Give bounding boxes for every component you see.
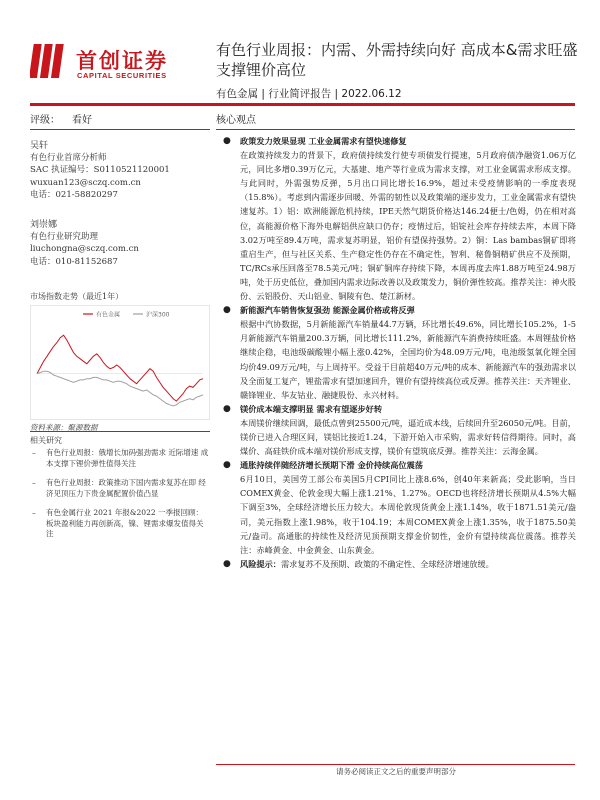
related-item[interactable] (30, 448, 210, 469)
related-item-text: 有色金属行业 2021 年报&2022 一季报回顾：板块盈利能力再创新高，镍、锂需求爆发值得关注 (46, 508, 204, 538)
section-energy-metals (216, 303, 576, 402)
bullet-icon: – (32, 478, 36, 487)
left-divider (30, 129, 210, 130)
analyst-phone: 电话：021-58820297 (30, 189, 118, 200)
analyst-sac: SAC 执证编号：S0110521120001 (30, 165, 170, 176)
rating-label: 评级： (30, 115, 60, 126)
series-line-csi300 (37, 371, 203, 406)
analyst-1 (30, 140, 210, 201)
analyst-name: 吴轩 (30, 141, 49, 151)
related-item-text: 有色行业周报：政策推动下国内需求复苏在即 经济见顶压力下贵金属配置价值凸显 (46, 478, 206, 498)
bullet-icon: ● (223, 460, 231, 471)
analyst-email[interactable]: liuchongna@sczq.com.cn (30, 244, 139, 255)
report-title: 有色行业周报：内需、外需持续向好 高成本&需求旺盛支撑锂价高位 (216, 41, 578, 79)
section-industrial-metals (216, 134, 576, 303)
section-text: 本周镁价继续回调，最低点曾到25500元/吨，逼近成本线，后续回升至26050元/吨。目前，镁价已进入合理区间，镁铝比接近1.24，下游开始入市采购，需求好转信得期待。同时，高煤价、高硅铁价成本端对镁价形成支撑，镁价有望筑底反弹。推荐关注：云海金属。 (240, 417, 576, 457)
related-item[interactable] (30, 478, 210, 499)
report-subtitle: 有色金属 | 行业简评报告 | 2022.06.12 (216, 88, 402, 100)
analyst-name: 刘崇娜 (30, 220, 58, 230)
company-logo (30, 42, 200, 82)
analyst-phone: 电话：010-81152687 (30, 256, 118, 267)
legend-label: 有色金属 (96, 311, 121, 319)
section-heading: 通胀持续伴随经济增长预期下滑 金价持续高位震荡 (240, 460, 423, 471)
market-index-chart (30, 305, 210, 420)
risk-text: 需求复苏不及预期、政策的不确定性、全球经济增速放缓。 (280, 558, 494, 569)
chart-title: 市场指数走势（最近1年） (30, 292, 124, 301)
section-heading: 新能源汽车销售恢复强劲 能源金属价格或将反弹 (240, 305, 415, 316)
chart-svg (31, 306, 209, 419)
section-risk (216, 557, 576, 571)
section-magnesium (216, 402, 576, 458)
related-research-list (30, 448, 210, 549)
section-gold (216, 458, 576, 557)
rating (30, 111, 92, 126)
bullet-icon: ● (223, 305, 231, 316)
header-divider (30, 103, 575, 106)
risk-heading: 风险提示： (240, 558, 281, 569)
bullet-icon: – (32, 508, 36, 517)
core-divider (216, 129, 575, 130)
section-heading: 政策发力效果显现 工业金属需求有望快速修复 (240, 136, 407, 146)
analyst-title: 有色行业研究助理 (30, 232, 99, 243)
rating-value: 看好 (72, 115, 92, 126)
bullet-icon: ● (223, 136, 231, 146)
bullet-icon: ● (223, 403, 231, 414)
analyst-email[interactable]: wuxuan123@sczq.com.cn (30, 177, 141, 188)
related-item-text: 有色行业周报：俄增长加码强劲需求 近际增速 成本支撑下锂价弹性值得关注 (46, 448, 209, 468)
core-views-body (216, 134, 576, 571)
footer-disclaimer[interactable]: 请务必阅读正文之后的重要声明部分 (336, 767, 456, 776)
bullet-icon: – (32, 448, 36, 457)
related-research-title: 相关研究 (30, 431, 210, 446)
logo-name-cn: 首创证券 (76, 49, 168, 73)
section-text: 6月10日，美国劳工部公布美国5月CPI同比上涨8.6%，创40年来新高；受此影响，当日COMEX黄金、伦敦金现大幅上涨1.21%、1.27%。OECD也将经济增长预期从4.5%大幅下调至3%，全球经济增长压力较大。本周伦敦现货黄金上涨1.14%，收于1871.51美元/盎司，美元指数上涨1.98%，收于104.19；本周COMEX黄金上涨1.35%，收于1875.50美元/盎司。高通胀的持续性及经济见顶预期支撑金价韧性，金价有望持续高位震荡。推荐关注：赤峰黄金、中金黄金、山东黄金。 (240, 474, 576, 555)
core-views-title: 核心观点 (216, 115, 256, 126)
analyst-2 (30, 219, 210, 268)
related-item[interactable] (30, 508, 210, 540)
logo-name-en: CAPITAL SECURITIES (77, 71, 167, 80)
logo-mark-icon (30, 42, 70, 80)
chart-source: 资料来源：聚源数据 (30, 423, 98, 432)
legend-label: 沪深300 (146, 311, 170, 319)
section-text: 在政策持续发力的背景下，政府债持续发行使专项债发行提速，5月政府债净融资1.06万亿元，同比多增0.39万亿元，大基建、地产等行业成为需求支撑，对工业金属需求形成支撑。与此同时，外需强势反弹，5月出口同比增长16.9%，超过未受疫情影响的一季度表现（15.8%）。考虑到内需逐步回暖、外需的韧性以及政策端的逐步发力，工业金属需求有望快速复苏。1）铝：欧洲能源危机持续，IPE天然气期货价格达146.24便士/色姆，仍在相对高位，高能源价格下海外电解铝供应缺口仍存；疫情过后，铝锭社会库存持续去库，本周下降3.02万吨至89.4万吨，需求复苏明显，铝价有望保持强势。2）铜：Las bambas铜矿即将重启生产，但与社区关系、生产稳定性仍存在不确定性，智利、秘鲁铜精矿供应不及预期，TC/RCs承压回落至78.5美元/吨；铜矿铜库存持续下降，本周再度去库1.88万吨至24.98万吨，处于历史低位，叠加国内需求边际改善以及政策发力，铜价弹性较高。推荐关注：神火股份、云铝股份、天山铝业、铜陵有色、楚江新材。 (240, 150, 576, 302)
footer-divider (216, 764, 575, 765)
bullet-icon: ● (223, 558, 231, 569)
section-text: 根据中汽协数据，5月新能源汽车销量44.7万辆，环比增长49.6%，同比增长105.2%，1-5月新能源汽车销量200.3万辆，同比增长111.2%，新能源汽车消费持续旺盛。本周锂盐价格继续企稳，电池级碳酸锂小幅上涨0.42%，全国均价为48.09万元/吨，电池级氢氧化锂全国均价49.09万元/吨，与上周持平。受益于目前超40万元/吨的成本、新能源汽车的强劲需求以及全面复工复产，锂盐需求有望加速回升，锂价有望持续高位或反弹。推荐关注：天齐锂业、赣锋锂业、华友钴业、融捷股份、永兴材料。 (240, 319, 576, 400)
series-line-nonferrous (37, 335, 203, 401)
section-heading: 镁价成本端支撑明显 需求有望逐步好转 (240, 403, 383, 414)
analyst-title: 有色行业首席分析师 (30, 153, 107, 164)
